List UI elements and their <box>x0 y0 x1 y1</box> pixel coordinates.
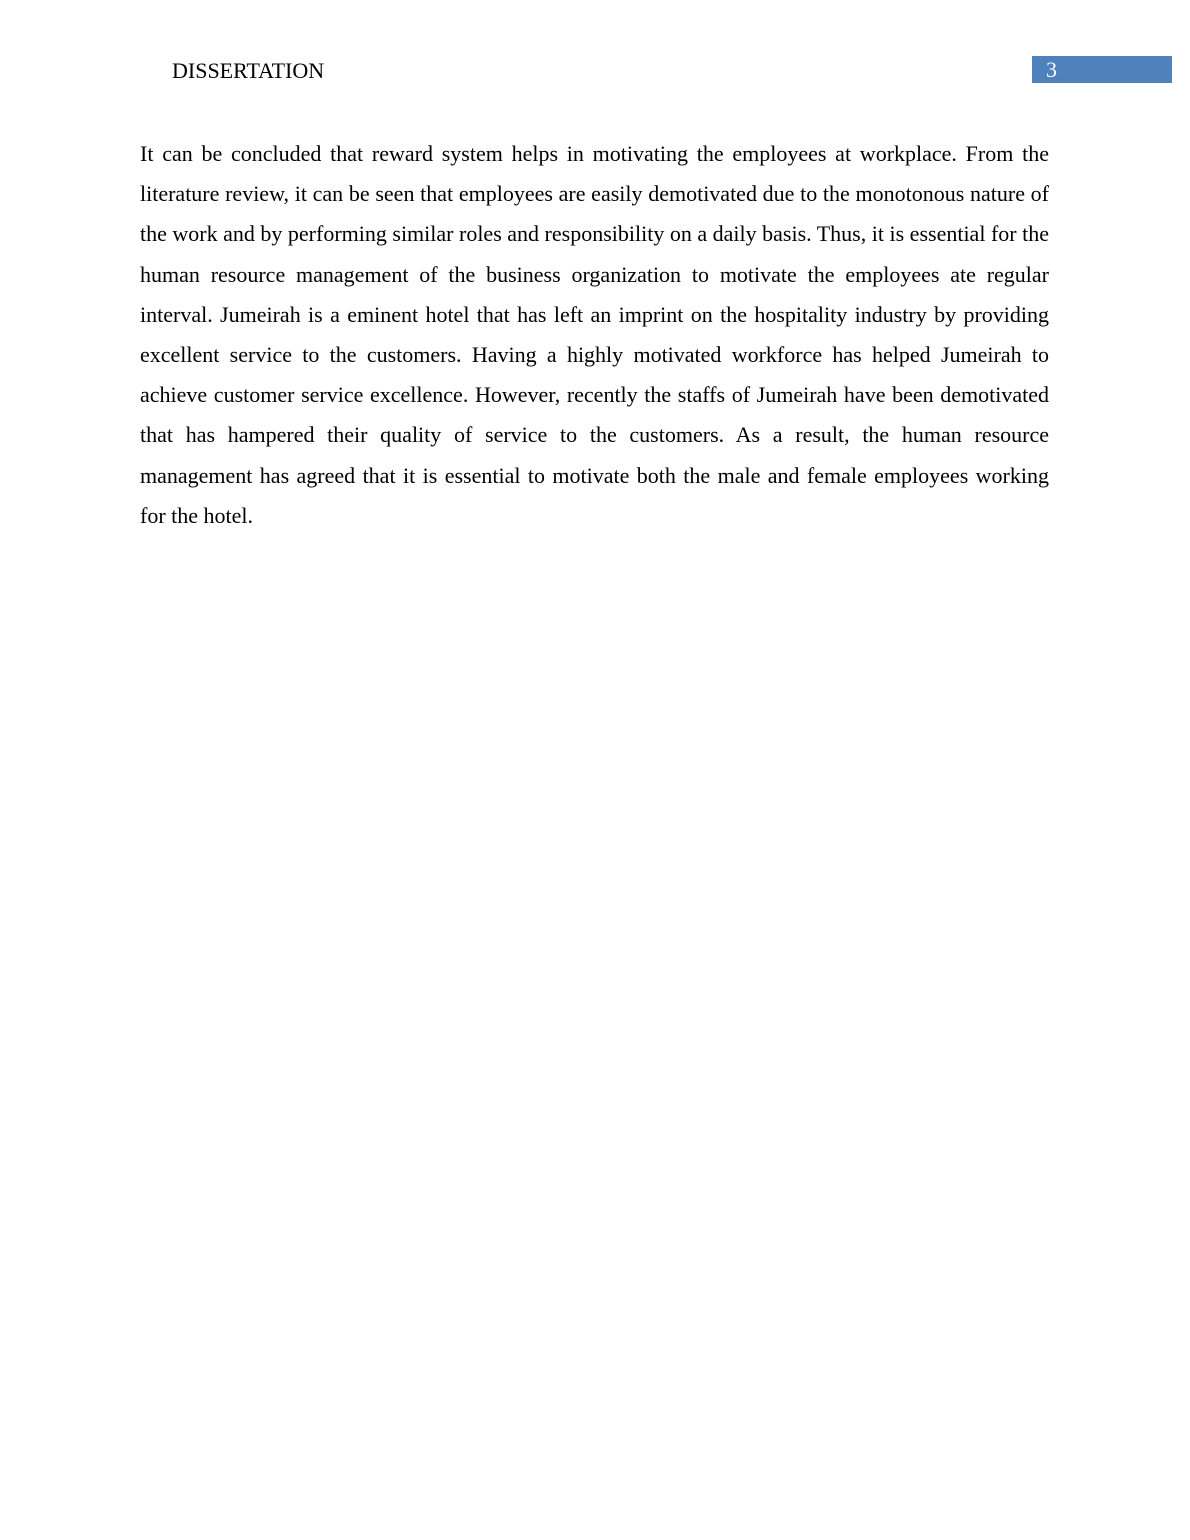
running-head: DISSERTATION <box>172 58 325 83</box>
page-number-box <box>1032 56 1172 83</box>
page-number: 3 <box>1046 57 1057 82</box>
body-paragraph: It can be concluded that reward system helps in motivating the employees at workplace. From the literature review, it can be seen that employees are easily demotivated due to the monotonous nature of the work and by performing similar roles and responsibility on a daily basis. Thus, it is essential for the human resource management of the business organization to motivate the employees ate regular interval. Jumeirah is a eminent hotel that has left an imprint on the hospitality industry by providing excellent service to the customers. Having a highly motivated workforce has helped Jumeirah to achieve customer service excellence. However, recently the staffs of Jumeirah have been demotivated that has hampered their quality of service to the customers. As a result, the human resource management has agreed that it is essential to motivate both the male and female employees working for the hotel. <box>140 141 1049 528</box>
